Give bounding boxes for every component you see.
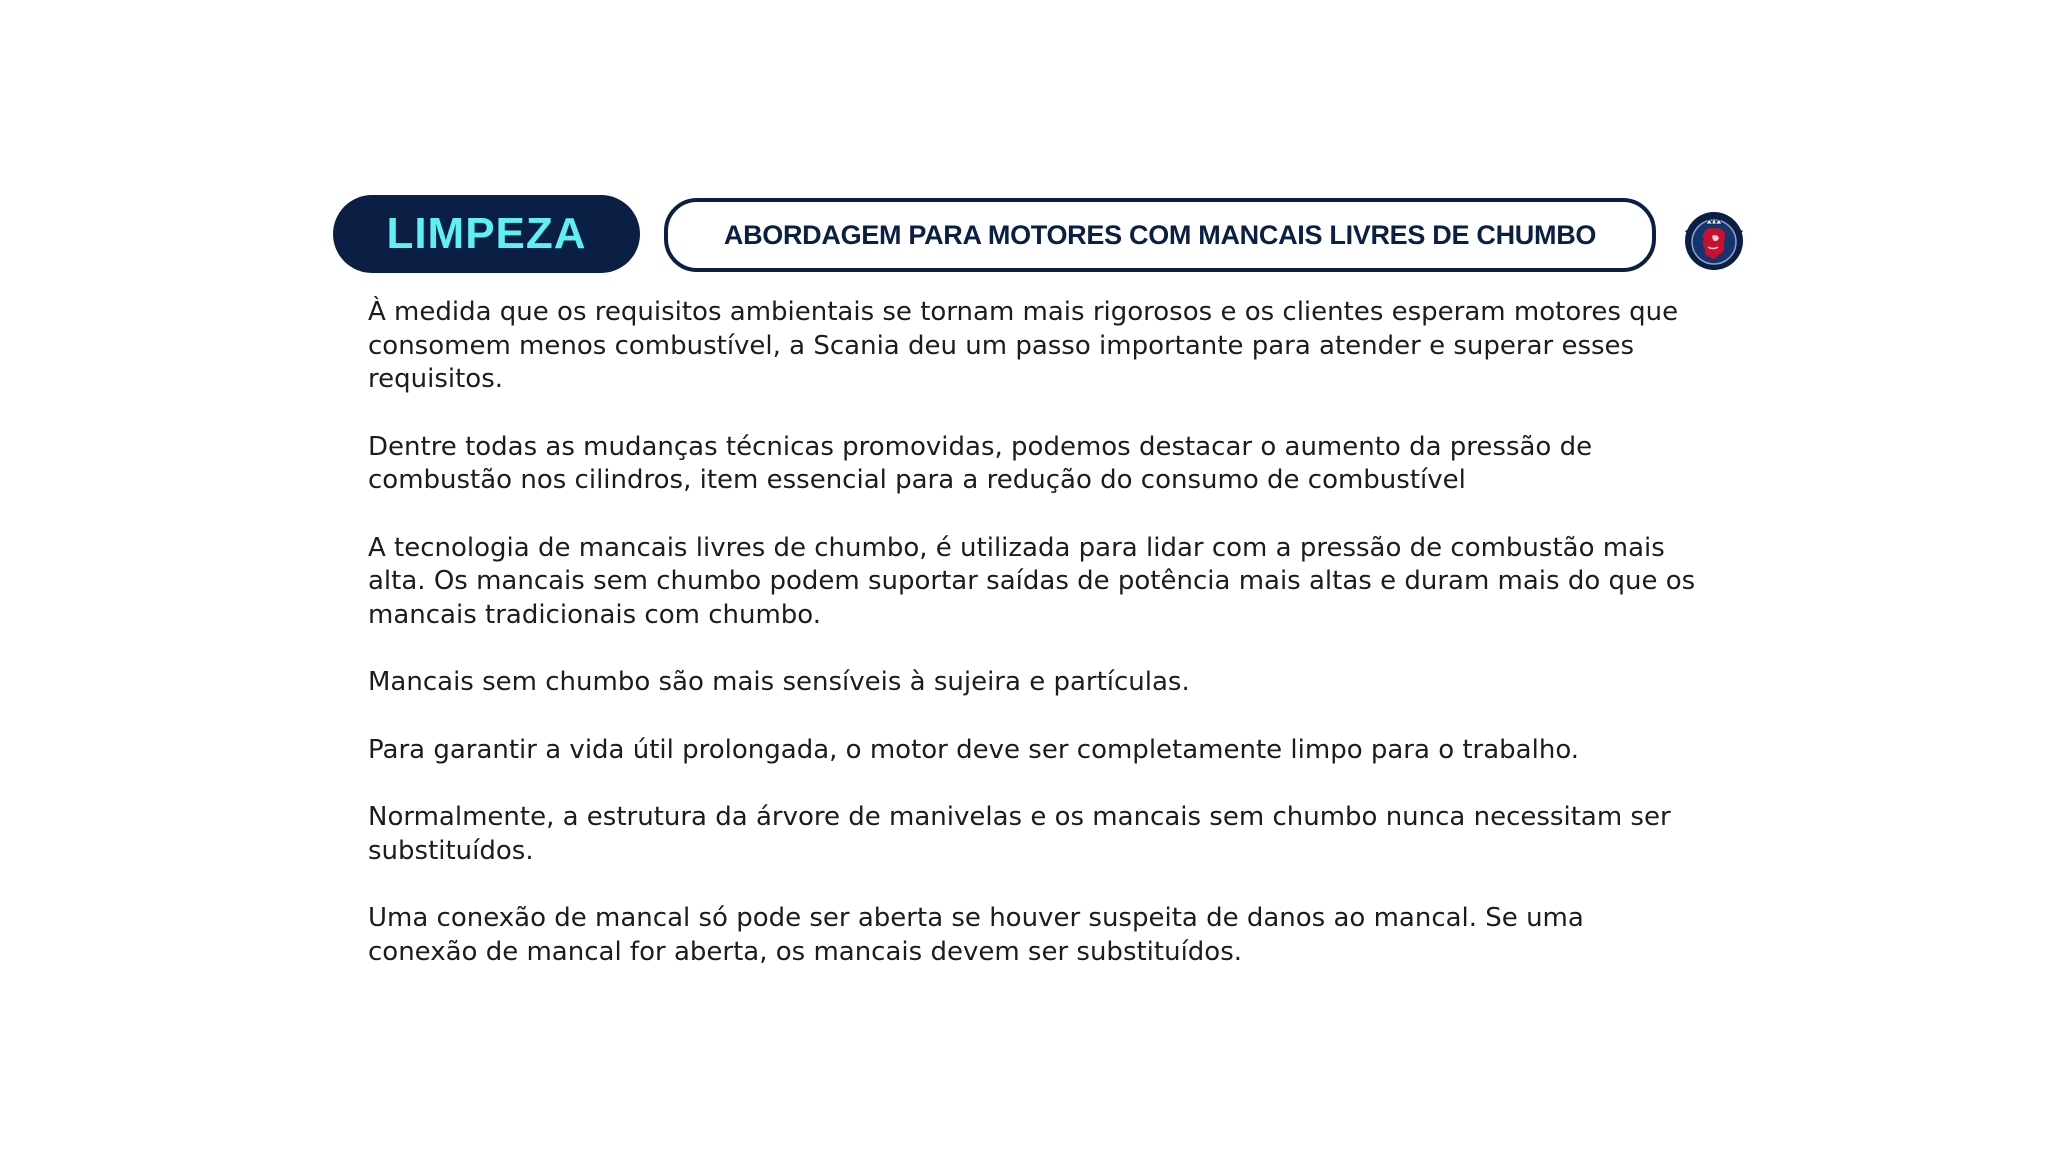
body-text xyxy=(368,296,1698,1003)
paragraph-7: Uma conexão de mancal só pode ser aberta se houver suspeita de danos ao mancal. Se uma conexão de mancal for aberta, os mancais devem ser substituídos. xyxy=(368,903,1584,967)
subtitle-box xyxy=(664,198,1656,272)
paragraph-6: Normalmente, a estrutura da árvore de manivelas e os mancais sem chumbo nunca necessitam ser substituídos. xyxy=(368,802,1671,866)
paragraph-5: Para garantir a vida útil prolongada, o motor deve ser completamente limpo para o trabalho. xyxy=(368,734,1580,765)
section-label-pill xyxy=(333,195,640,273)
scania-griffin-icon xyxy=(1682,209,1746,273)
paragraph-4: Mancais sem chumbo são mais sensíveis à sujeira e partículas. xyxy=(368,667,1190,697)
slide-subtitle: ABORDAGEM PARA MOTORES COM MANCAIS LIVRES DE CHUMBO xyxy=(723,219,1597,250)
logo-svg xyxy=(1682,209,1746,273)
paragraph-3: A tecnologia de mancais livres de chumbo, é utilizada para lidar com a pressão de combustão mais alta. Os mancais sem chumbo podem suportar saídas de potência mais altas e duram mais do que os mancais tradicionais com chumbo. xyxy=(368,532,1696,630)
paragraph-2: Dentre todas as mudanças técnicas promovidas, podemos destacar o aumento da pressão de combustão nos cilindros, item essencial para a redução do consumo de combustível xyxy=(368,431,1593,495)
section-label: LIMPEZA xyxy=(386,209,587,258)
paragraph-1: À medida que os requisitos ambientais se tornam mais rigorosos e os clientes esperam motores que consomem menos combustível, a Scania deu um passo importante para atender e superar esses requisitos. xyxy=(368,297,1679,394)
